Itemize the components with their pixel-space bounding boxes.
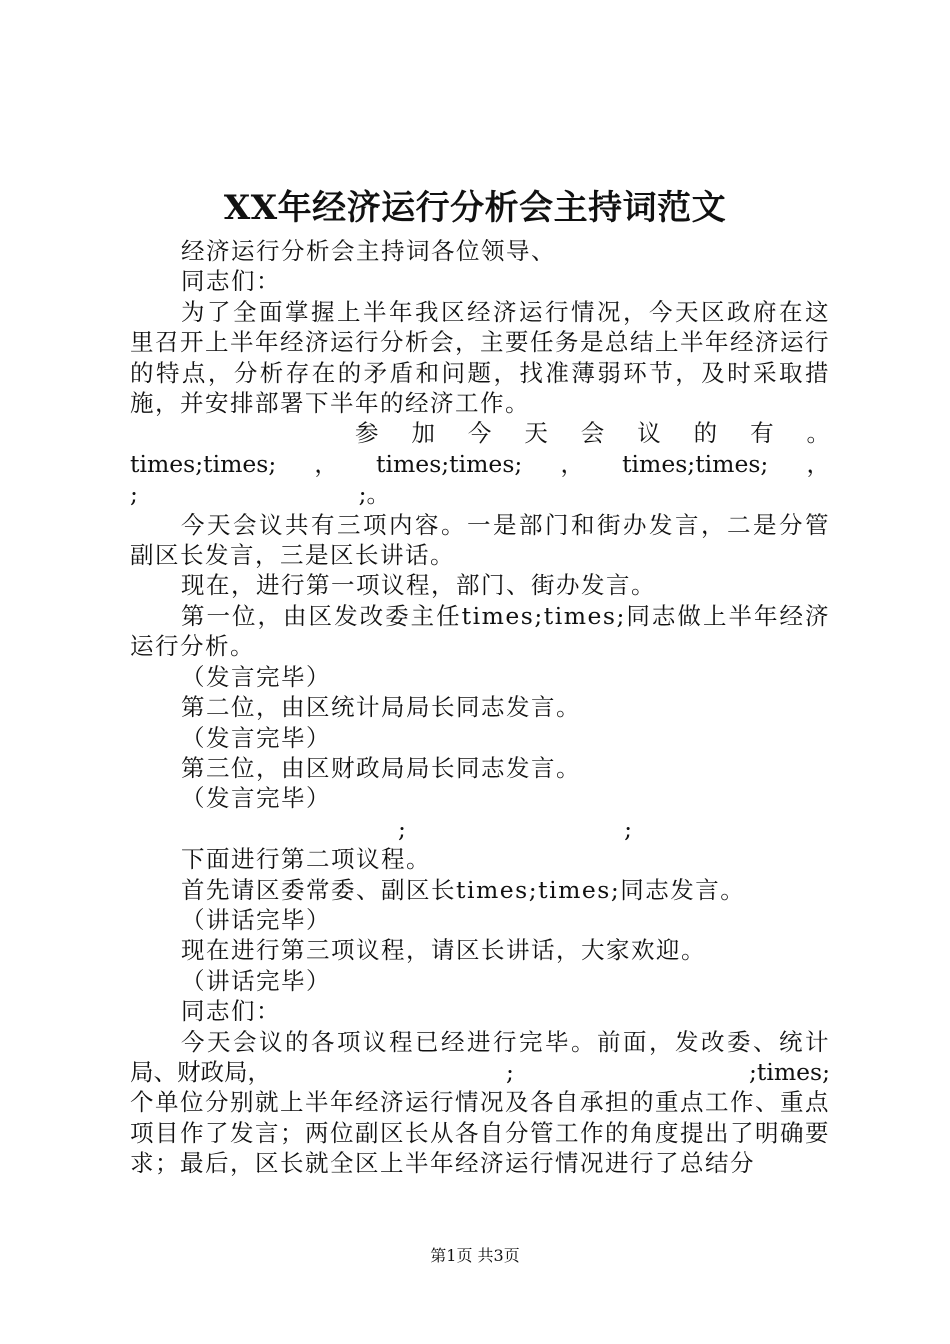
paragraph: 现在进行第三项议程，请区长讲话，大家欢迎。 <box>181 936 706 965</box>
paragraph: 今天会议共有三项内容。一是部门和街办发言，二是分管副区长发言，三是区长讲话。 <box>130 510 830 570</box>
paragraph: （讲话完毕） <box>181 966 331 995</box>
paragraph: 第一位，由区发改委主任times;times;同志做上半年经济运行分析。 <box>130 601 830 661</box>
paragraph: 为了全面掌握上半年我区经济运行情况，今天区政府在这里召开上半年经济运行分析会，主要任务是总结上半年经济运行的特点，分析存在的矛盾和问题，找准薄弱环节，及时采取措施，并安排部署下半年的经济工作。 <box>130 297 830 418</box>
paragraph: 个单位分别就上半年经济运行情况及各自承担的重点工作、重点项目作了发言；两位副区长从各自分管工作的角度提出了明确要求；最后，区长就全区上半年经济运行情况进行了总结分 <box>130 1088 830 1178</box>
text-fragment: ; <box>398 814 406 843</box>
text-fragment: times;times; <box>376 449 523 478</box>
paragraph: （发言完毕） <box>181 662 331 691</box>
paragraph: （讲话完毕） <box>181 905 331 934</box>
text-fragment: 天 <box>524 419 548 448</box>
paragraph: 第二位，由区统计局局长同志发言。 <box>181 693 581 722</box>
text-fragment: ， <box>314 449 338 478</box>
text-fragment: 局、财政局， <box>130 1057 271 1086</box>
text-fragment: ; <box>624 814 632 843</box>
text-fragment: 参 <box>355 419 379 448</box>
paragraph-line <box>130 1057 830 1087</box>
paragraph-line: 今天会议的各项议程已经进行完毕。前面，发改委、统计 <box>181 1027 830 1056</box>
paragraph: 第三位，由区财政局局长同志发言。 <box>181 753 581 782</box>
document-title: XX年经济运行分析会主持词范文 <box>223 188 727 228</box>
paragraph: 经济运行分析会主持词各位领导、 <box>181 237 556 265</box>
paragraph: 首先请区委常委、副区长times;times;同志发言。 <box>181 875 746 904</box>
text-fragment: 有 <box>750 419 774 448</box>
text-fragment: ; <box>130 480 138 509</box>
attendees-line-2 <box>130 449 830 479</box>
attendees-line-1 <box>130 418 830 448</box>
text-fragment: 。 <box>806 419 830 448</box>
text-fragment: ， <box>806 449 830 478</box>
paragraph: （发言完毕） <box>181 723 331 752</box>
paragraph: 同志们： <box>181 997 281 1026</box>
text-fragment: times;times; <box>622 449 769 478</box>
document-body <box>130 236 830 1179</box>
text-fragment: ;times; <box>748 1057 830 1086</box>
text-fragment: ， <box>560 449 584 478</box>
text-fragment: times;times; <box>130 449 277 478</box>
text-fragment: ;。 <box>358 480 390 509</box>
separator-line <box>130 814 830 844</box>
paragraph: 同志们： <box>181 267 281 296</box>
text-fragment: 议 <box>637 419 661 448</box>
paragraph: （发言完毕） <box>181 784 331 813</box>
attendees-line-3 <box>130 479 390 509</box>
paragraph: 现在，进行第一项议程，部门、街办发言。 <box>181 571 656 600</box>
text-fragment: ; <box>506 1057 514 1086</box>
page-footer: 第1页 共3页 <box>430 1246 520 1265</box>
text-fragment: 会 <box>580 419 605 448</box>
text-fragment: 的 <box>693 419 718 448</box>
text-fragment: 加 <box>411 419 435 448</box>
text-fragment: 今 <box>467 419 492 448</box>
paragraph: 下面进行第二项议程。 <box>181 845 431 874</box>
